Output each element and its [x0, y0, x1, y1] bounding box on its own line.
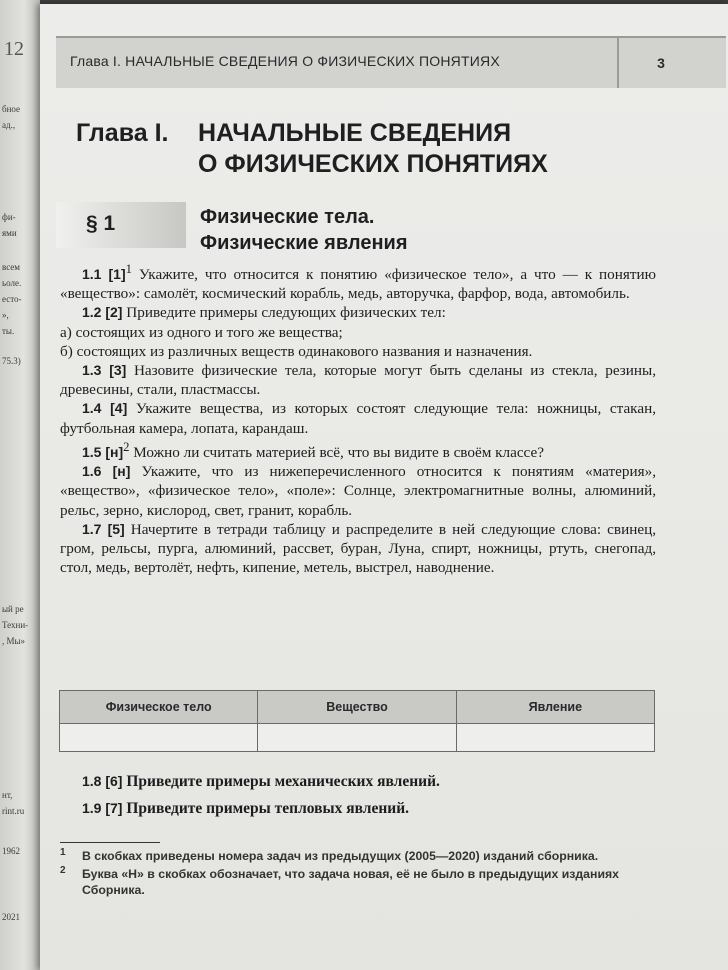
- problem-number: 1.6 [н]: [82, 463, 131, 480]
- classification-table: [59, 690, 655, 752]
- chapter-title-line1: НАЧАЛЬНЫЕ СВЕДЕНИЯ: [198, 119, 512, 147]
- table-header-row: [60, 691, 655, 724]
- table-row: [60, 724, 655, 752]
- previous-page-fragment: Техни-: [2, 620, 29, 630]
- problem-1-7: [60, 520, 656, 578]
- problem-number: 1.9 [7]: [82, 800, 123, 816]
- footnote-2: [60, 866, 656, 898]
- problem-1-9: [60, 795, 656, 822]
- problem-1-2: [60, 303, 656, 322]
- problem-number: 1.5 [н]: [82, 443, 124, 460]
- problem-number: 1.4 [4]: [82, 400, 128, 417]
- chapter-title-line2: О ФИЗИЧЕСКИХ ПОНЯТИЯХ: [198, 150, 548, 178]
- problem-1-3: [60, 361, 656, 399]
- problem-1-4: [60, 399, 656, 437]
- problem-1-6: [60, 462, 656, 520]
- problem-text: Укажите, что относится к понятию «физическое тело», а что — к понятию «вещество»: самолёт, космический корабль, медь, авторучка, фарфор, вода, автомобиль.: [60, 266, 656, 303]
- previous-page-edge: [0, 0, 40, 970]
- previous-page-fragment: есто-: [2, 294, 22, 304]
- previous-page-fragment: фи-: [2, 212, 16, 222]
- section-title: [200, 204, 408, 256]
- problem-text: Приведите примеры тепловых явлений.: [122, 800, 410, 817]
- problem-number: 1.2 [2]: [82, 304, 123, 321]
- problem-text: Можно ли считать материей всё, что вы видите в своём классе?: [129, 443, 544, 461]
- table-header-substance: Вещество: [258, 691, 456, 724]
- previous-page-fragment: ьоле.: [2, 278, 22, 288]
- previous-page-fragment: rint.ru: [2, 806, 25, 816]
- section-title-line2: Физические явления: [200, 232, 408, 254]
- chapter-label: Глава I.: [76, 119, 169, 147]
- problem-number: 1.3 [3]: [82, 362, 127, 379]
- footnotes: [60, 848, 656, 900]
- book-page: [40, 4, 728, 970]
- table-header-physical-body: Физическое тело: [60, 691, 258, 724]
- previous-page-fragment: всем: [2, 262, 20, 272]
- problem-1-2-item-b: б) состоящих из различных веществ одинакового названия и назначения.: [60, 342, 533, 360]
- running-header: [56, 36, 726, 88]
- previous-page-fragment: 1962: [2, 846, 20, 856]
- header-divider: [617, 38, 619, 88]
- previous-page-fragment: бное: [2, 104, 20, 114]
- problem-1-1: [60, 260, 656, 303]
- footnote-ref: 2: [123, 439, 130, 454]
- table-header-phenomenon: Явление: [456, 691, 654, 724]
- previous-page-fragment: ты.: [2, 326, 15, 336]
- table-cell: [60, 724, 258, 752]
- problem-1-5: [60, 438, 656, 462]
- problems-after-table: [60, 768, 656, 822]
- running-header-title: Глава I. НАЧАЛЬНЫЕ СВЕДЕНИЯ О ФИЗИЧЕСКИХ ПОНЯТИЯХ: [70, 53, 500, 69]
- problems-list: [60, 260, 656, 577]
- previous-page-fragment: ад.,: [2, 120, 16, 130]
- footnote-1: [60, 848, 656, 864]
- footnote-text: Буква «Н» в скобках обозначает, что задача новая, её не было в предыдущих изданиях Сборника.: [82, 867, 620, 897]
- previous-page-fragment: , Мы»: [2, 636, 26, 646]
- previous-page-fragment: 2021: [2, 912, 20, 922]
- previous-page-fragment: 75.3): [2, 356, 21, 366]
- chapter-heading: [76, 118, 548, 180]
- footnote-rule: [60, 842, 160, 843]
- table-cell: [456, 724, 654, 752]
- footnote-mark: 1: [60, 847, 66, 858]
- section-number-box: [56, 202, 186, 248]
- previous-page-fragment: ый ре: [2, 604, 24, 614]
- problem-text: Начертите в тетради таблицу и распределите в ней следующие слова: свинец, гром, рельсы, пурга, алюминий, рассвет, буран, Луна, спирт, ножницы, ртуть, снегопад, стол, медь, вертолёт, нефть, кипение, метель, выстрел, наводнение.: [60, 520, 656, 577]
- previous-page-fragment: »,: [2, 310, 9, 320]
- table-cell: [258, 724, 456, 752]
- problem-number: 1.7 [5]: [82, 520, 125, 537]
- problem-1-8: [60, 768, 656, 795]
- previous-page-fragment: нт,: [2, 790, 13, 800]
- problem-number: 1.1 [1]: [82, 266, 126, 283]
- problem-text: Укажите, что из нижеперечисленного относится к понятиям «материя», «вещество», «физическое тело», «поле»: Солнце, электромагнитные волны, алюминий, рельс, зерно, кислород, свет, гранит, корабль.: [60, 463, 656, 519]
- problem-text: Укажите вещества, из которых состоят следующие тела: ножницы, стакан, футбольная камера, лопата, карандаш.: [60, 400, 656, 437]
- problem-text: Назовите физические тела, которые могут быть сделаны из стекла, резины, древесины, стали, пластмассы.: [60, 362, 656, 399]
- previous-page-fragment: ями: [2, 228, 17, 238]
- footnote-ref: 1: [125, 262, 132, 276]
- problem-1-2-item-a: а) состоящих из одного и того же вещества;: [60, 323, 343, 341]
- footnote-mark: 2: [60, 865, 66, 876]
- problem-text: Приведите примеры механических явлений.: [122, 773, 440, 790]
- previous-page-number: 12: [4, 38, 24, 60]
- section-title-line1: Физические тела.: [200, 206, 375, 228]
- problem-text: Приведите примеры следующих физических тел:: [122, 304, 446, 322]
- footnote-text: В скобках приведены номера задач из предыдущих (2005—2020) изданий сборника.: [82, 849, 599, 863]
- problem-number: 1.8 [6]: [82, 773, 123, 789]
- page-number: 3: [657, 55, 665, 71]
- section-number: § 1: [86, 212, 116, 235]
